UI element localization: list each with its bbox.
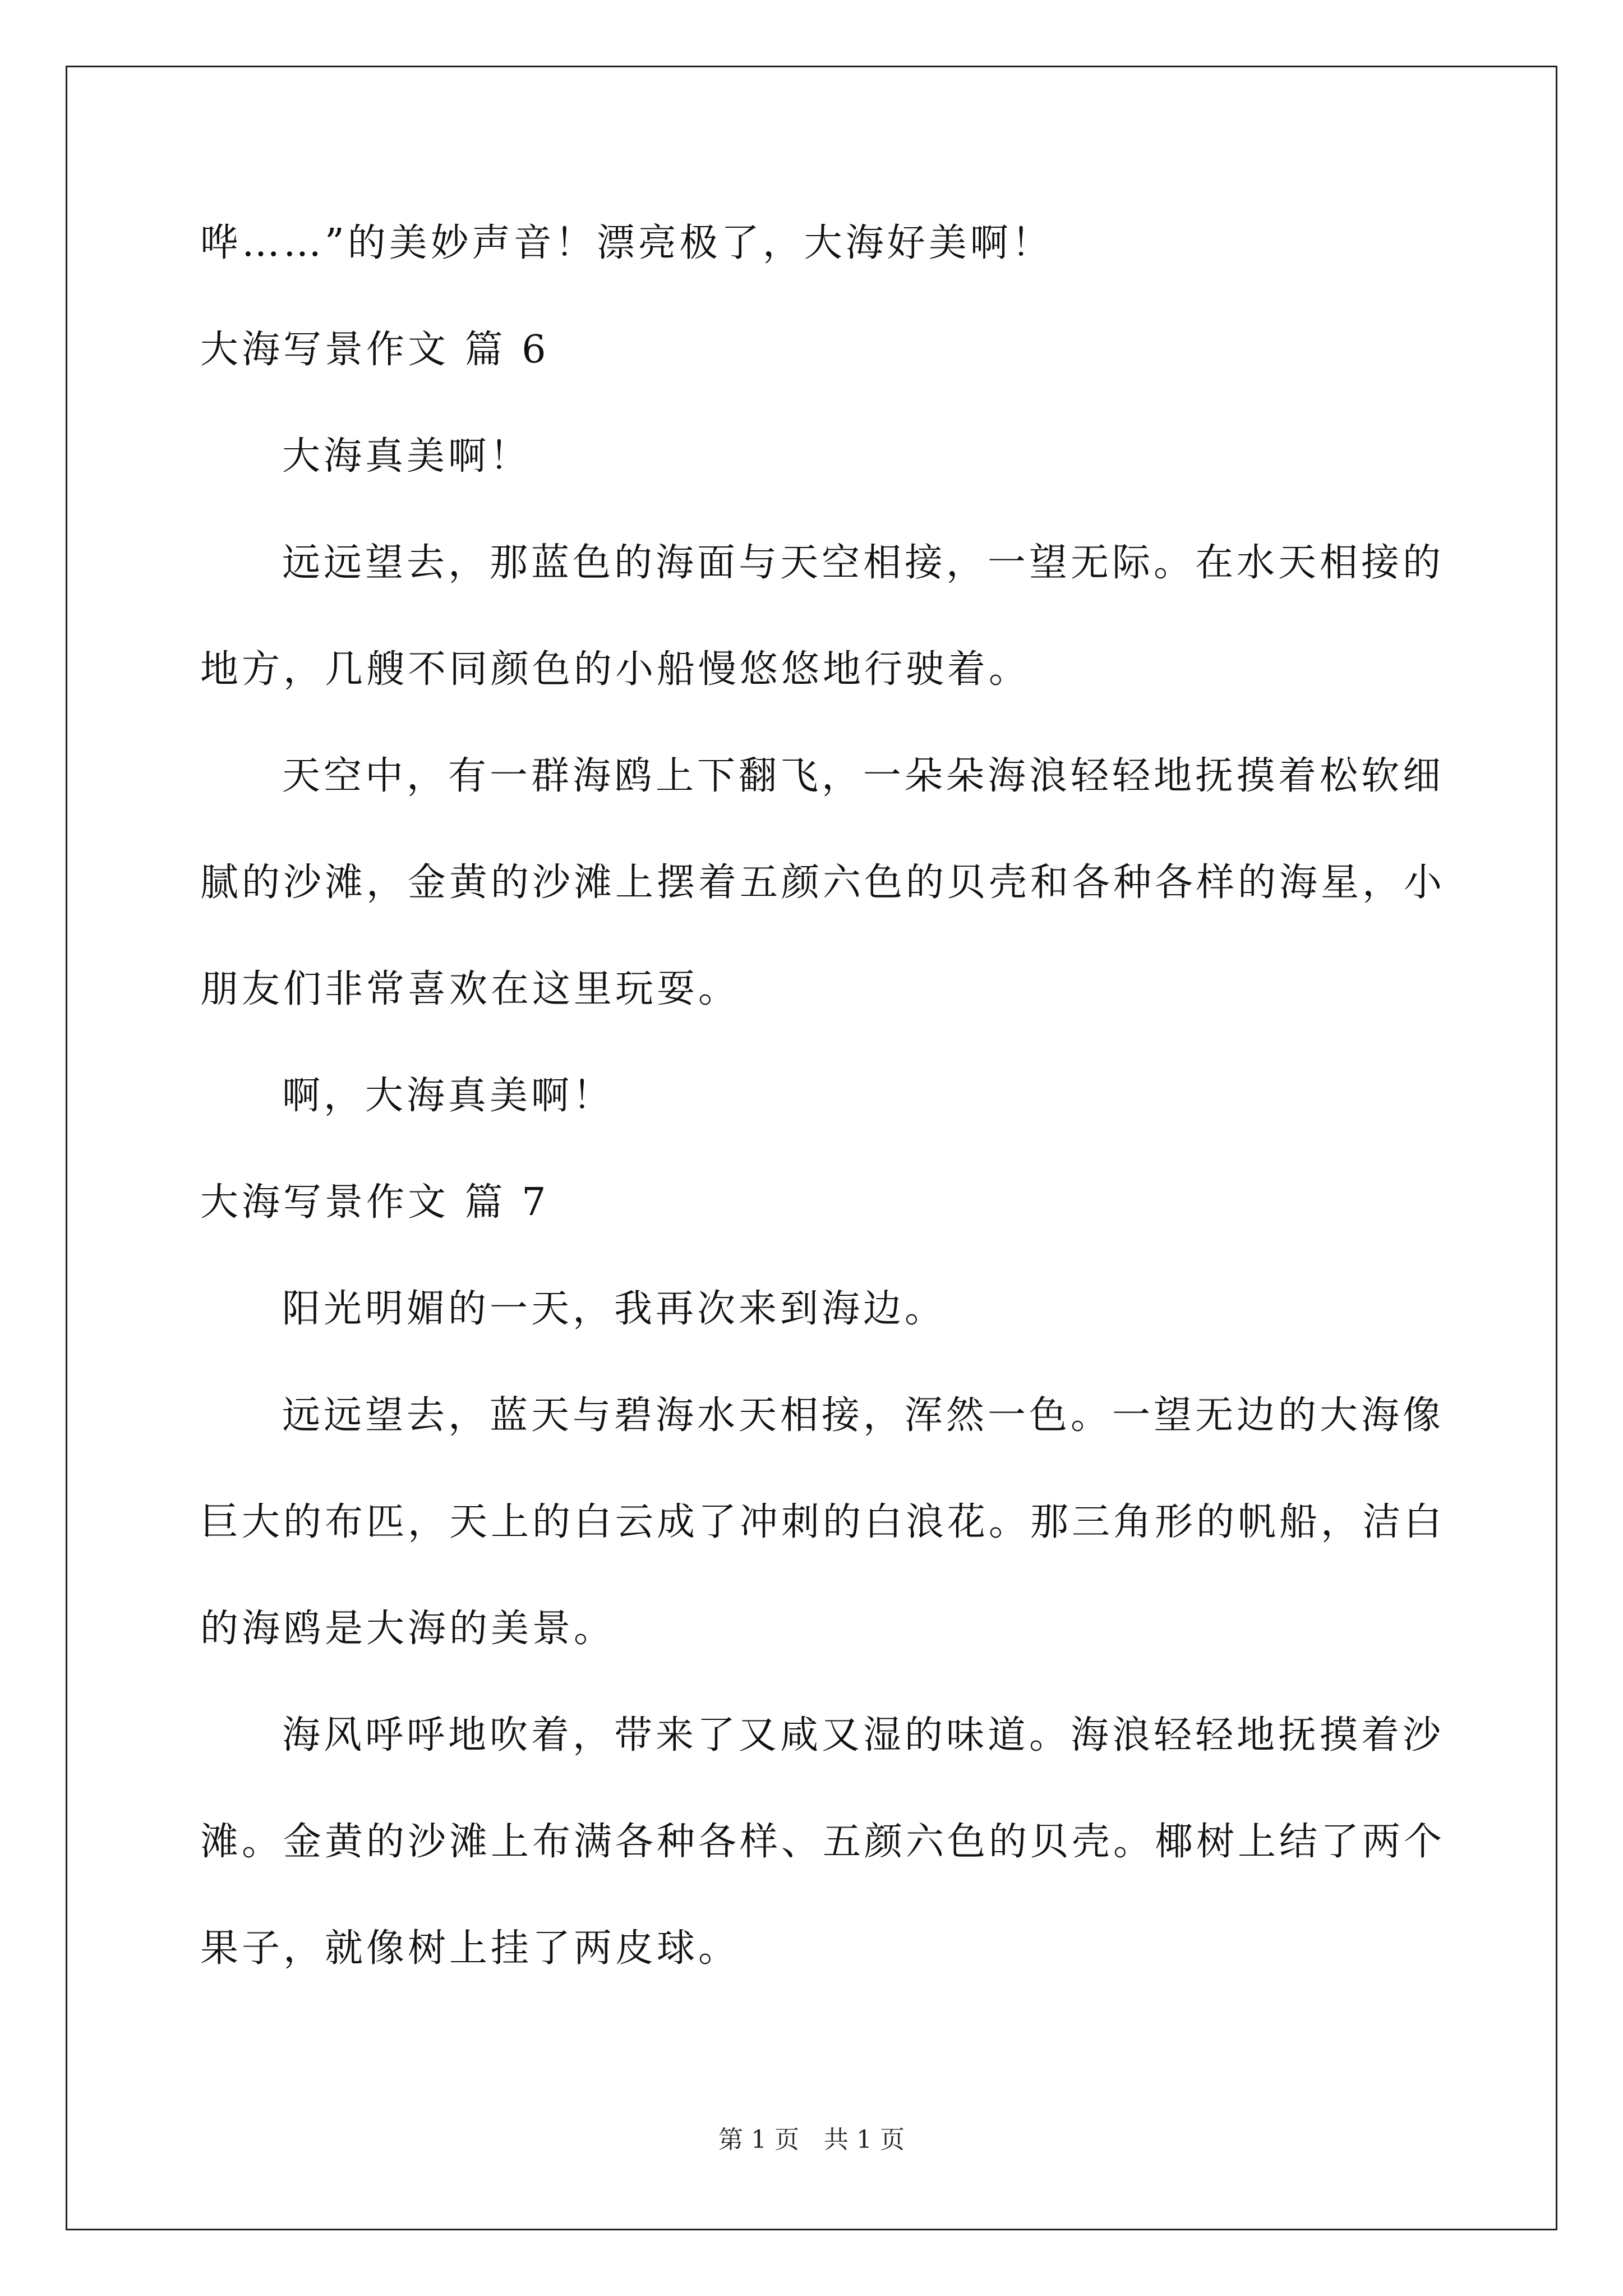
section-heading: 大海写景作文 篇 6 bbox=[200, 328, 550, 372]
paragraph-line: 朋友们非常喜欢在这里玩耍。 bbox=[200, 967, 740, 1011]
paragraph-line: 远远望去，蓝天与碧海水天相接，浑然一色。一望无边的大海像 bbox=[282, 1393, 1445, 1438]
paragraph-line: 地方，几艘不同颜色的小船慢悠悠地行驶着。 bbox=[200, 647, 1031, 692]
page-border bbox=[66, 66, 1557, 2230]
paragraph-line: 阳光明媚的一天，我再次来到海边。 bbox=[282, 1287, 947, 1331]
paragraph-line: 啊，大海真美啊！ bbox=[282, 1074, 615, 1118]
paragraph-line: 的海鸥是大海的美景。 bbox=[200, 1607, 616, 1651]
paragraph-line: 果子，就像树上挂了两皮球。 bbox=[200, 1926, 740, 1971]
page-footer: 第 1 页 共 1 页 bbox=[718, 2125, 905, 2154]
paragraph-line: 滩。金黄的沙滩上布满各种各样、五颜六色的贝壳。椰树上结了两个 bbox=[200, 1820, 1446, 1864]
paragraph-line: 巨大的布匹，天上的白云成了冲刺的白浪花。那三角形的帆船，洁白 bbox=[200, 1500, 1446, 1544]
paragraph-line: 天空中，有一群海鸥上下翻飞，一朵朵海浪轻轻地抚摸着松软细 bbox=[282, 754, 1445, 798]
paragraph-line: 哗……”的美妙声音！漂亮极了，大海好美啊！ bbox=[200, 221, 1053, 265]
paragraph-line: 海风呼呼地吹着，带来了又咸又湿的味道。海浪轻轻地抚摸着沙 bbox=[282, 1713, 1445, 1757]
section-heading: 大海写景作文 篇 7 bbox=[200, 1180, 550, 1225]
paragraph-line: 远远望去，那蓝色的海面与天空相接，一望无际。在水天相接的 bbox=[282, 541, 1445, 585]
paragraph-line: 腻的沙滩，金黄的沙滩上摆着五颜六色的贝壳和各种各样的海星，小 bbox=[200, 861, 1446, 905]
paragraph-line: 大海真美啊！ bbox=[282, 434, 532, 478]
